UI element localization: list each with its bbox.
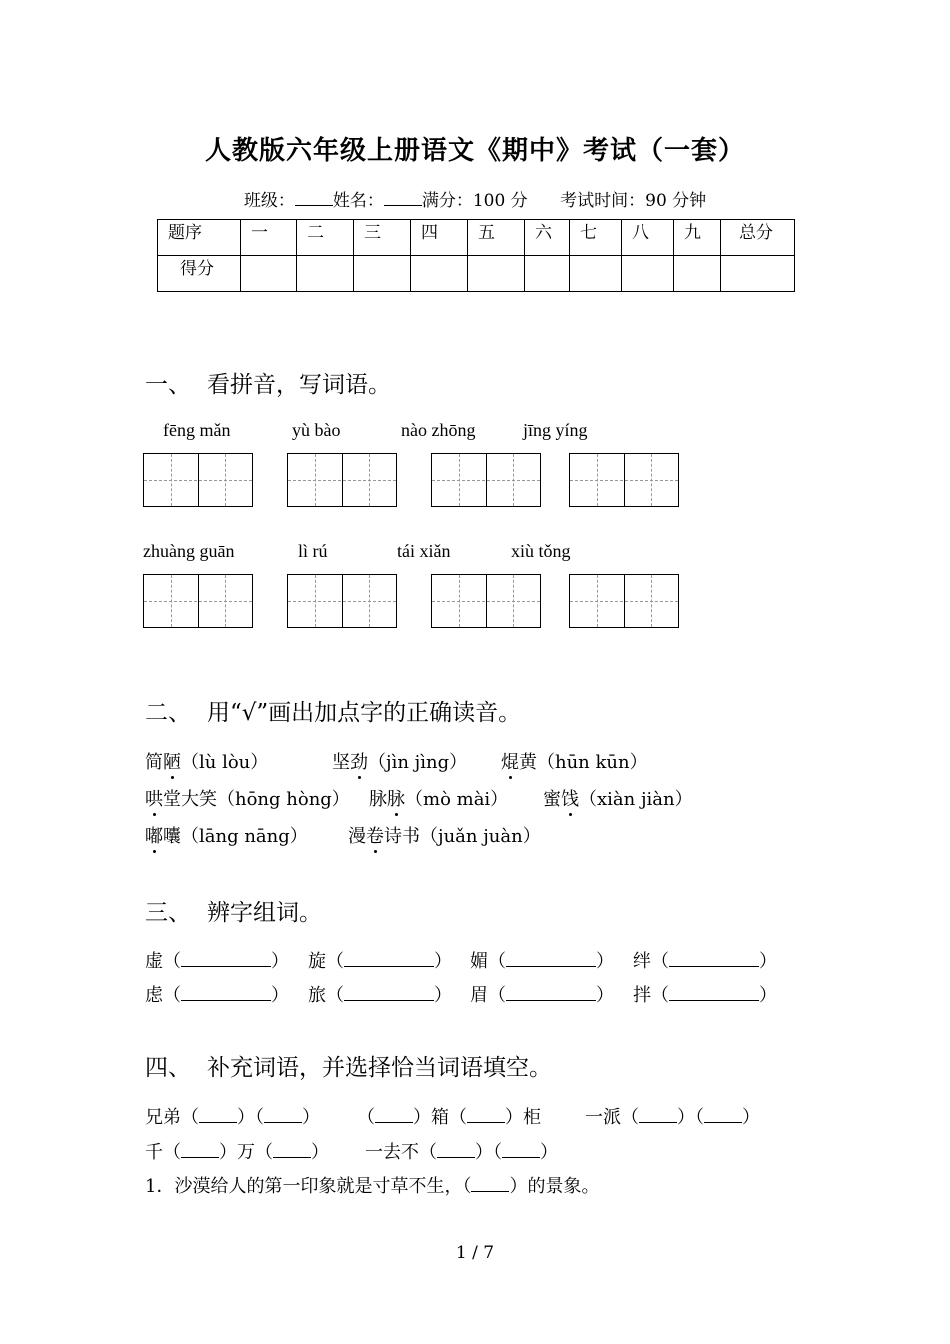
section-number: 三、: [145, 900, 191, 926]
reading-item[interactable]: 哄堂大笑（hōng hòng）: [145, 785, 350, 811]
idiom-item[interactable]: 千（ ）万（ ）: [145, 1142, 329, 1163]
fill-question[interactable]: 1．沙漠给人的第一印象就是寸草不生，（ ）的景象。: [145, 1176, 600, 1197]
word-item[interactable]: 旋（ ）: [308, 951, 452, 972]
score-header-cell: 题序: [158, 220, 241, 256]
name-blank[interactable]: [384, 191, 422, 206]
writing-grid[interactable]: [143, 453, 253, 507]
score-header-row: [158, 220, 795, 256]
score-header-cell: 三: [354, 220, 411, 256]
section-title: 看拼音，写词语。: [207, 372, 391, 398]
pinyin: jīng yíng: [523, 420, 588, 440]
score-row-label: 得分: [158, 256, 241, 292]
section-2-heading: [145, 694, 521, 727]
score-header-cell: 七: [570, 220, 622, 256]
score-row: [158, 256, 795, 292]
score-cell[interactable]: [525, 256, 570, 292]
score-header-cell: 一: [241, 220, 297, 256]
score-header-cell: 二: [297, 220, 354, 256]
score-table: [157, 219, 795, 292]
score-cell[interactable]: [411, 256, 468, 292]
reading-item[interactable]: 坚劲（jìn jìng）: [332, 748, 467, 774]
score-header-cell: 九: [674, 220, 721, 256]
score-cell[interactable]: [468, 256, 525, 292]
section-title: 用“√”画出加点字的正确读音。: [207, 700, 522, 726]
score-cell[interactable]: [297, 256, 354, 292]
section-number: 二、: [145, 700, 191, 726]
name-label: 姓名：: [332, 191, 384, 211]
word-item[interactable]: 旅（ ）: [308, 985, 452, 1006]
score-header-cell: 四: [411, 220, 468, 256]
idiom-item[interactable]: （ ）箱（ ）柜: [357, 1107, 541, 1128]
score-header-cell: 八: [622, 220, 674, 256]
word-item[interactable]: 眉（ ）: [470, 985, 614, 1006]
page-number: 1 / 7: [455, 1243, 495, 1263]
reading-item[interactable]: 脉脉（mò mài）: [369, 785, 508, 811]
section-1-heading: [145, 366, 391, 399]
reading-item[interactable]: 焜黄（hūn kūn）: [501, 748, 648, 774]
score-header-cell: 六: [525, 220, 570, 256]
idiom-item[interactable]: 兄弟（ ）（ ）: [145, 1107, 320, 1128]
full-score: 满分：100 分: [421, 191, 528, 211]
pinyin: tái xiǎn: [397, 541, 451, 561]
writing-grid[interactable]: [431, 574, 541, 628]
pinyin: nào zhōng: [401, 420, 476, 440]
word-item[interactable]: 媚（ ）: [470, 951, 614, 972]
score-cell[interactable]: [241, 256, 297, 292]
pinyin: fēng mǎn: [163, 420, 231, 440]
class-label: 班级：: [243, 191, 295, 211]
section-number: 四、: [145, 1055, 191, 1081]
score-cell[interactable]: [570, 256, 622, 292]
reading-item[interactable]: 嘟囔（lāng nāng）: [145, 822, 308, 848]
writing-grid[interactable]: [431, 453, 541, 507]
score-cell[interactable]: [674, 256, 721, 292]
reading-item[interactable]: 漫卷诗书（juǎn juàn）: [348, 822, 541, 848]
pinyin: zhuàng guān: [143, 541, 235, 561]
word-item[interactable]: 绊（ ）: [633, 951, 777, 972]
score-header-cell: 总分: [721, 220, 795, 256]
section-title: 补充词语，并选择恰当词语填空。: [207, 1055, 552, 1081]
word-item[interactable]: 虑（ ）: [145, 985, 289, 1006]
score-cell[interactable]: [622, 256, 674, 292]
writing-grid[interactable]: [569, 453, 679, 507]
idiom-item[interactable]: 一去不（ ）（ ）: [365, 1142, 558, 1163]
pinyin: lì rú: [298, 541, 328, 561]
score-header-cell: 五: [468, 220, 525, 256]
section-3-heading: [145, 894, 322, 927]
section-4-heading: [145, 1049, 552, 1082]
section-title: 辨字组词。: [207, 900, 322, 926]
section-number: 一、: [145, 372, 191, 398]
pinyin: yù bào: [292, 420, 341, 440]
score-cell[interactable]: [354, 256, 411, 292]
writing-grid[interactable]: [287, 574, 397, 628]
score-cell[interactable]: [721, 256, 795, 292]
idiom-item[interactable]: 一派（ ）（ ）: [585, 1107, 760, 1128]
word-item[interactable]: 拌（ ）: [633, 985, 777, 1006]
writing-grid[interactable]: [143, 574, 253, 628]
writing-grid[interactable]: [287, 453, 397, 507]
class-blank[interactable]: [295, 191, 333, 206]
page-title: 人教版六年级上册语文《期中》考试（一套）: [204, 136, 745, 166]
exam-info: [0, 186, 950, 211]
reading-item[interactable]: 简陋（lù lòu）: [145, 748, 268, 774]
reading-item[interactable]: 蜜饯（xiàn jiàn）: [543, 785, 693, 811]
exam-time: 考试时间：90 分钟: [560, 191, 707, 211]
writing-grid[interactable]: [569, 574, 679, 628]
pinyin: xiù tǒng: [511, 541, 571, 561]
word-item[interactable]: 虚（ ）: [145, 951, 289, 972]
